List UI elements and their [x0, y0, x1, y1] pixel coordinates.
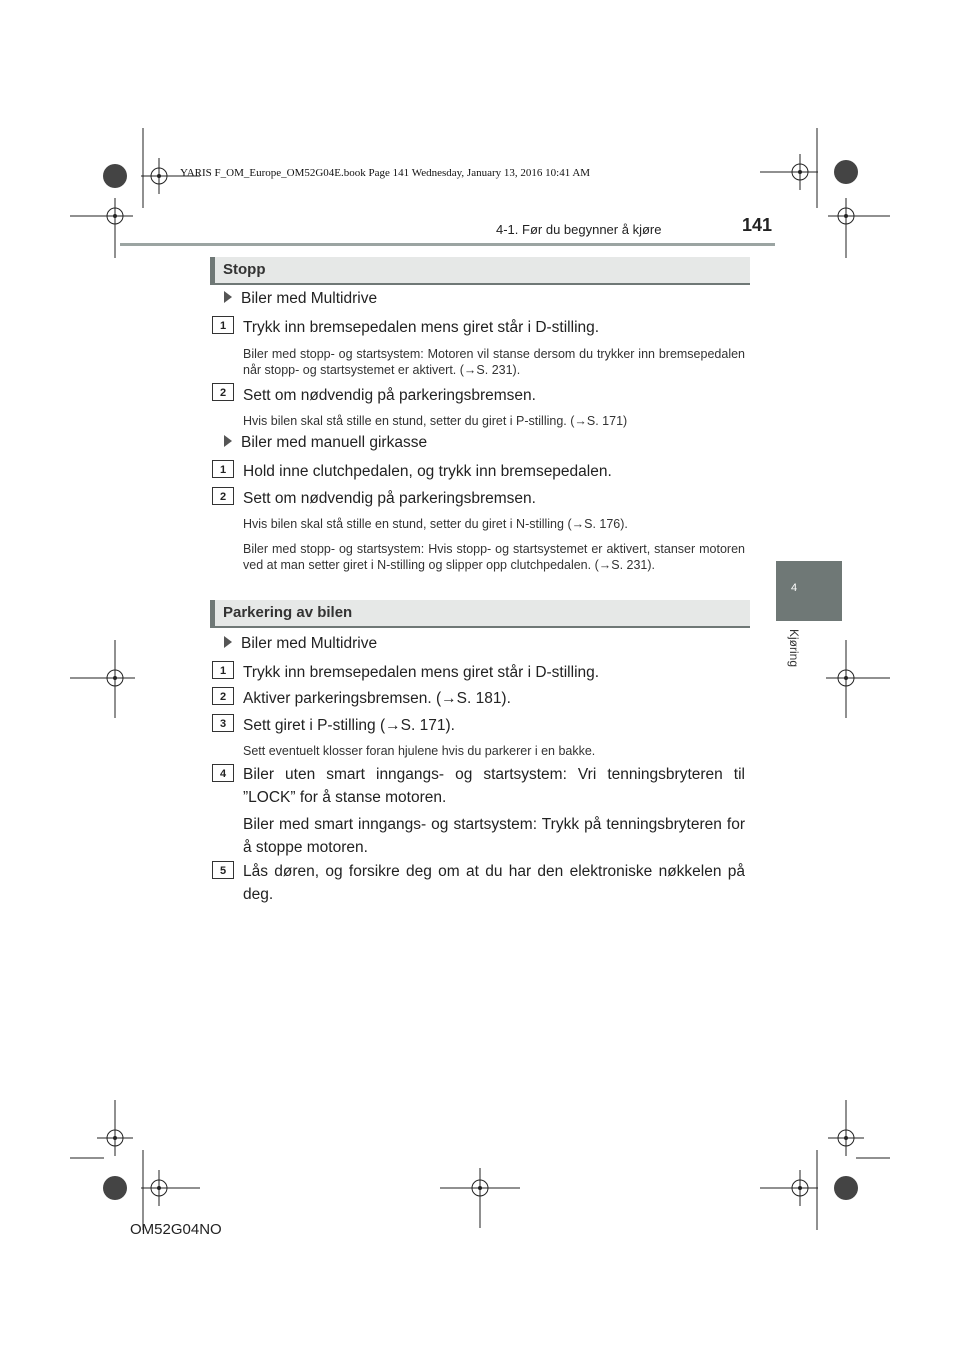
sub-heading-multidrive [224, 290, 377, 308]
step-note: Hvis bilen skal stå stille en stund, setter du giret i P-stilling. (→S. 171) [243, 414, 628, 428]
step-badge: 2 [212, 383, 234, 401]
sub-heading-text: Biler med Multidrive [241, 290, 378, 307]
section-header-parkering [210, 600, 750, 628]
chapter-title: 4-1. Før du begynner å kjøre [496, 222, 662, 237]
chapter-tab-label: Kjøring [787, 629, 801, 668]
step-badge: 1 [212, 316, 234, 334]
sub-heading-text: Biler med Multidrive [241, 635, 378, 652]
step-note: Hvis bilen skal stå stille en stund, setter du giret i N-stilling (→S. 176). [243, 517, 628, 531]
chapter-tab-number: 4 [791, 582, 798, 594]
step-text: Trykk inn bremsepedalen mens giret står i D-stilling. [243, 319, 600, 336]
step-badge: 3 [212, 714, 234, 732]
step-text: Hold inne clutchpedalen, og trykk inn bremsepedalen. [243, 463, 612, 480]
step-text: Biler uten smart inngangs- og startsystem: Vri tenningsbryteren til ”LOCK” for å stanse motoren. [243, 766, 745, 806]
triangle-bullet-icon [224, 435, 232, 447]
section-title: Stopp [223, 261, 266, 278]
sub-heading-multidrive [224, 635, 377, 653]
step-badge: 2 [212, 487, 234, 505]
step-text: Lås døren, og forsikre deg om at du har den elektroniske nøkkelen på deg. [243, 863, 745, 903]
sub-heading-manual [224, 434, 427, 452]
step-text: Sett om nødvendig på parkeringsbremsen. [243, 387, 536, 404]
section-accent [210, 257, 215, 283]
step-note: Biler med stopp- og startsystem: Hvis stopp- og startsystemet er aktivert, stanser motoren ved at man setter giret i N-stilling og slipper opp clutchpedalen. (→S. 231). [243, 542, 745, 572]
section-accent [210, 600, 215, 626]
step-text: Trykk inn bremsepedalen mens giret står i D-stilling. [243, 664, 600, 681]
chapter-tab [776, 561, 842, 621]
step-badge: 1 [212, 460, 234, 478]
page-number: 141 [742, 215, 773, 235]
step-badge: 5 [212, 861, 234, 879]
footer-code: OM52G04NO [130, 1221, 222, 1238]
step-text: Sett giret i P-stilling (→S. 171). [243, 717, 455, 734]
step-badge: 4 [212, 764, 234, 782]
step-badge: 2 [212, 687, 234, 705]
triangle-bullet-icon [224, 636, 232, 648]
section-title: Parkering av bilen [223, 604, 353, 621]
sub-heading-text: Biler med manuell girkasse [241, 434, 428, 451]
step-text: Sett om nødvendig på parkeringsbremsen. [243, 490, 536, 507]
step-text: Aktiver parkeringsbremsen. (→S. 181). [243, 690, 511, 707]
section-header-stopp [210, 257, 750, 285]
step-text-continued: Biler med smart inngangs- og startsystem: Trykk på tenningsbryteren for å stoppe motoren. [243, 816, 745, 856]
step-note: Biler med stopp- og startsystem: Motoren vil stanse dersom du trykker inn bremsepedalen når stopp- og startsystemet er aktivert. (→S. 231). [243, 347, 745, 377]
step-note: Sett eventuelt klosser foran hjulene hvis du parkerer i en bakke. [243, 744, 596, 758]
header-rule [120, 243, 775, 246]
print-info: YARIS F_OM_Europe_OM52G04E.book Page 141 Wednesday, January 13, 2016 10:41 AM [180, 167, 591, 179]
triangle-bullet-icon [224, 291, 232, 303]
step-badge: 1 [212, 661, 234, 679]
